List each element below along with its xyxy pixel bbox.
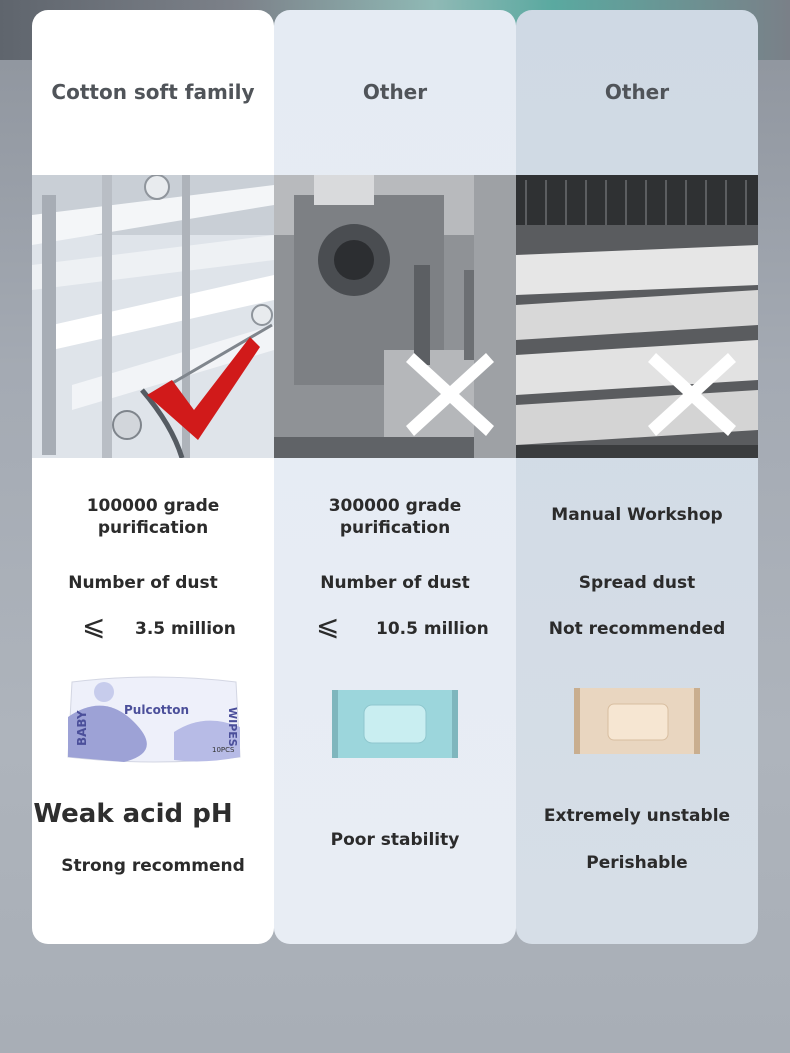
cross-icon xyxy=(404,348,496,440)
svg-text:10PCS: 10PCS xyxy=(212,746,235,754)
workshop-label: Manual Workshop xyxy=(551,505,723,525)
column-other-1 xyxy=(274,10,516,944)
svg-text:BABY: BABY xyxy=(75,710,89,746)
less-equal-icon: ⩽ xyxy=(316,609,340,642)
dust-label: Number of dust xyxy=(320,573,470,593)
purification-label: 100000 grade purification xyxy=(86,496,220,538)
verdict-label: Strong recommend xyxy=(61,856,245,876)
shelf-label: Perishable xyxy=(586,853,688,873)
dust-value: 3.5 million xyxy=(135,619,236,639)
column-heading: Cotton soft family xyxy=(51,80,255,104)
less-equal-icon: ⩽ xyxy=(82,609,106,642)
dust-value: 10.5 million xyxy=(376,619,489,639)
dust-label: Number of dust xyxy=(68,573,218,593)
stability-label: Poor stability xyxy=(330,830,460,850)
ph-label: Weak acid pH xyxy=(33,799,233,829)
teal-wipes-package-image xyxy=(330,688,460,760)
stability-label: Extremely unstable xyxy=(543,806,731,826)
wipes-package-image xyxy=(64,672,244,767)
column-heading: Other xyxy=(362,80,428,104)
column-heading: Other xyxy=(604,80,670,104)
dust-label: Spread dust xyxy=(578,573,696,593)
column-cotton-soft-family xyxy=(32,10,274,944)
svg-text:WIPES: WIPES xyxy=(226,707,239,747)
purification-label: 300000 grade purification xyxy=(328,496,462,538)
recommend-label: Not recommended xyxy=(548,619,726,639)
svg-text:Pulcotton: Pulcotton xyxy=(124,703,190,717)
check-icon xyxy=(142,335,262,445)
column-other-2 xyxy=(516,10,758,944)
cross-icon xyxy=(646,348,738,440)
beige-wipes-package-image xyxy=(572,686,702,756)
